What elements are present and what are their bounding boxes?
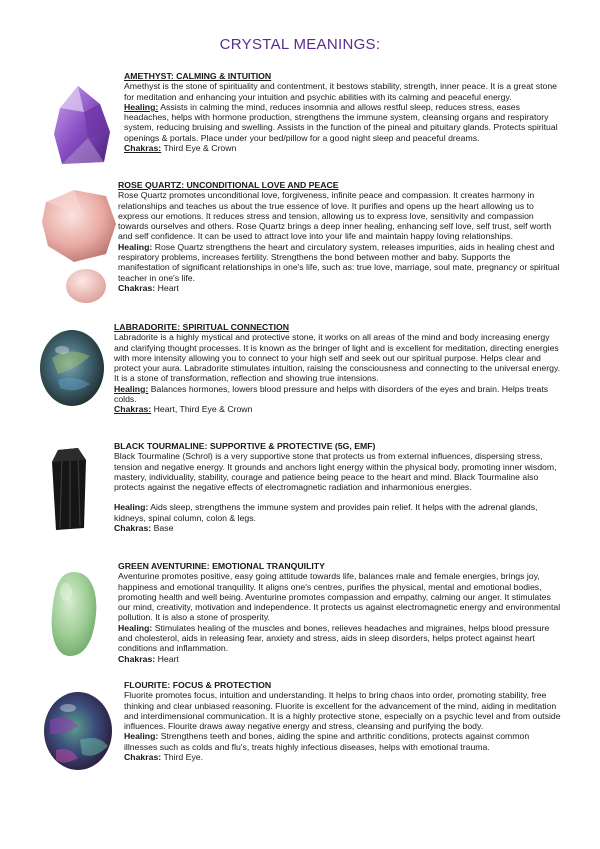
crystal-heading: BLACK TOURMALINE: SUPPORTIVE & PROTECTIVE (5G, EMF) bbox=[114, 441, 376, 451]
chakras-text: Base bbox=[151, 523, 174, 534]
black-tourmaline-image bbox=[48, 448, 90, 532]
amethyst-image bbox=[48, 82, 116, 168]
crystal-heading: LABRADORITE: SPIRITUAL CONNECTION bbox=[114, 322, 290, 332]
chakras-label: Chakras: bbox=[114, 523, 152, 534]
crystal-heading: GREEN AVENTURINE: EMOTIONAL TRANQUILITY bbox=[118, 561, 325, 571]
crystal-description: Black Tourmaline (Schrol) is a very supportive stone that protects us from external influences, dispersing stress, tension and negative energy. It grounds and anchors light energy within the physical body, promoting inner wisdom, mastery, individuality, stability, courage and patience being peace to the heart and mind. Black Tourmaline also protects against the negative effects of electromagnetic radiation and inharmonious energies. bbox=[114, 451, 557, 493]
crystal-healing bbox=[118, 623, 564, 654]
chakras-label: Chakras: bbox=[118, 653, 156, 664]
chakras-label: Chakras: bbox=[124, 752, 162, 763]
healing-label: Healing: bbox=[124, 101, 159, 112]
crystal-healing bbox=[114, 502, 564, 523]
chakras-text: Heart bbox=[155, 282, 179, 293]
healing-text: Assists in calming the mind, reduces insomnia and allows restful sleep, reduces stress, eases headaches, helps with hormone production, strengthens the immune system, cleansing organs and respiratory system, reducing bruising and swelling. Assists in the function of the pineal and pituitary glands. Protects spiritual openings & portals. Place under your bed/pillow for a good night sleep and peaceful dreams. bbox=[124, 101, 558, 143]
crystal-chakras bbox=[124, 143, 564, 153]
healing-label: Healing: bbox=[114, 502, 149, 513]
chakras-text: Third Eye. bbox=[161, 752, 204, 763]
healing-label: Healing: bbox=[114, 383, 149, 394]
crystal-description: Rose Quartz promotes unconditional love, forgiveness, infinite peace and compassion. It creates harmony in relationships and teaches us about the true essence of love. It purifies and opens up the heart allowing us to express our emotions. It reduces stress and tension, allowing us to express love, sensitivity and compassion towards ourselves and others. Rose Quartz brings a deep inner healing, enhancing self love, self trust, self worth and self confidence. It can be used to attract love into your life and maintain happy loving relationships. bbox=[118, 190, 552, 242]
rose-quartz-image bbox=[40, 186, 120, 306]
crystal-entry-fluorite bbox=[124, 680, 564, 762]
healing-label: Healing: bbox=[124, 731, 159, 742]
crystal-description: Labradorite is a highly mystical and protective stone, it works on all areas of the mind and body increasing energy and clarifying thought processes. It is known as the bringer of light and is excellent for meditation, directing energies with more intensity allowing you to connect to your high self and seek out our spiritual purpose. Helps clear and protect your aura. Labradorite stimulates intuition, raising the consciousness and connecting to the universal energy. It is a stone of transformation, reflection and showing true intensions. bbox=[114, 332, 561, 384]
healing-text: Aids sleep, strengthens the immune system and provides pain relief. It helps with the adrenal glands, kidneys, spinal column, colon & legs. bbox=[114, 502, 538, 523]
page-title: CRYSTAL MEANINGS: bbox=[219, 36, 381, 53]
crystal-heading: FLOURITE: FOCUS & PROTECTION bbox=[124, 680, 272, 690]
chakras-text: Third Eye & Crown bbox=[161, 143, 237, 154]
crystal-description: Fluorite promotes focus, intuition and understanding. It helps to bring chaos into order, promoting stability, free thinking and clear unbiased reasoning. Fluorite is excellent for the advancement of the mind, aiding in meditation and interdimensional communication. It is a highly protective stone, especially on a psychic level and from outside influences. Flourite draws away negative energy and stress, cleansing and purifying the body. bbox=[124, 690, 561, 732]
crystal-chakras bbox=[114, 523, 564, 533]
crystal-entry-green-aventurine bbox=[118, 561, 564, 664]
crystal-entry-amethyst bbox=[124, 71, 564, 153]
chakras-label: Chakras: bbox=[124, 143, 162, 154]
chakras-text: Heart, Third Eye & Crown bbox=[151, 404, 253, 415]
chakras-label: Chakras: bbox=[118, 282, 156, 293]
crystal-healing bbox=[124, 731, 564, 752]
crystal-chakras bbox=[124, 752, 564, 762]
healing-text: Stimulates healing of the muscles and bones, relieves headaches and migraines, helps blood pressure and cholesterol, aids in releasing fear, anxiety and stress, aids in sleep disorders, helps protect against heart conditions and inflammation. bbox=[118, 622, 550, 654]
green-aventurine-image bbox=[48, 570, 100, 658]
healing-text: Rose Quartz strengthens the heart and circulatory system, releases impurities, aids in healing chest and respiratory problems, increases fertility. Strengthens the bond between mother and baby. Supports the manifestation of significant relationships in one's life, such as: true love, marriage, soul mate, pregnancy or spiritual teacher in one's life. bbox=[118, 241, 560, 283]
chakras-label: Chakras: bbox=[114, 404, 152, 415]
crystal-entry-black-tourmaline bbox=[114, 441, 564, 533]
healing-text: Balances hormones, lowers blood pressure and helps with disorders of the eyes and brain. Helps treats colds. bbox=[114, 383, 549, 405]
healing-label: Healing: bbox=[118, 622, 153, 633]
healing-label: Healing: bbox=[118, 241, 153, 252]
crystal-entry-labradorite bbox=[114, 322, 564, 415]
labradorite-image bbox=[38, 328, 106, 408]
crystal-healing bbox=[124, 102, 564, 143]
crystal-description: Amethyst is the stone of spirituality and contentment, it bestows stability, strength, inner peace. It is a great stone for meditation and enhancing your intuition and psychic abilities with its calming and peaceful energy. bbox=[124, 81, 557, 102]
crystal-chakras bbox=[118, 283, 564, 293]
fluorite-image bbox=[42, 690, 114, 772]
crystal-healing bbox=[114, 384, 564, 405]
healing-text: Strengthens teeth and bones, aiding the spine and arthritic conditions, protects against common illnesses such as colds and flu's, treats highly infectious diseases, helps with emotional trauma. bbox=[124, 731, 530, 752]
crystal-chakras bbox=[114, 404, 564, 414]
crystal-heading: ROSE QUARTZ: UNCONDITIONAL LOVE AND PEACE bbox=[118, 180, 339, 190]
crystal-healing bbox=[118, 242, 564, 283]
crystal-entry-rose-quartz bbox=[118, 180, 564, 293]
chakras-text: Heart bbox=[155, 653, 179, 664]
crystal-description: Aventurine promotes positive, easy going attitude towards life, balances male and female energies, brings joy, happiness and emotional tranquility. It aligns one's centres, purifies the physical, mental and emotional bodies, promoting health and well being. Aventurine promotes compassion and empathy, calming our anger. It stimulates our mind, creativity, motivation and independence. It protects us against electromagnetic energy and environmental pollution. It is also a stone of prosperity. bbox=[118, 571, 561, 623]
crystal-chakras bbox=[118, 654, 564, 664]
crystal-heading: AMETHYST: CALMING & INTUITION bbox=[124, 71, 272, 81]
